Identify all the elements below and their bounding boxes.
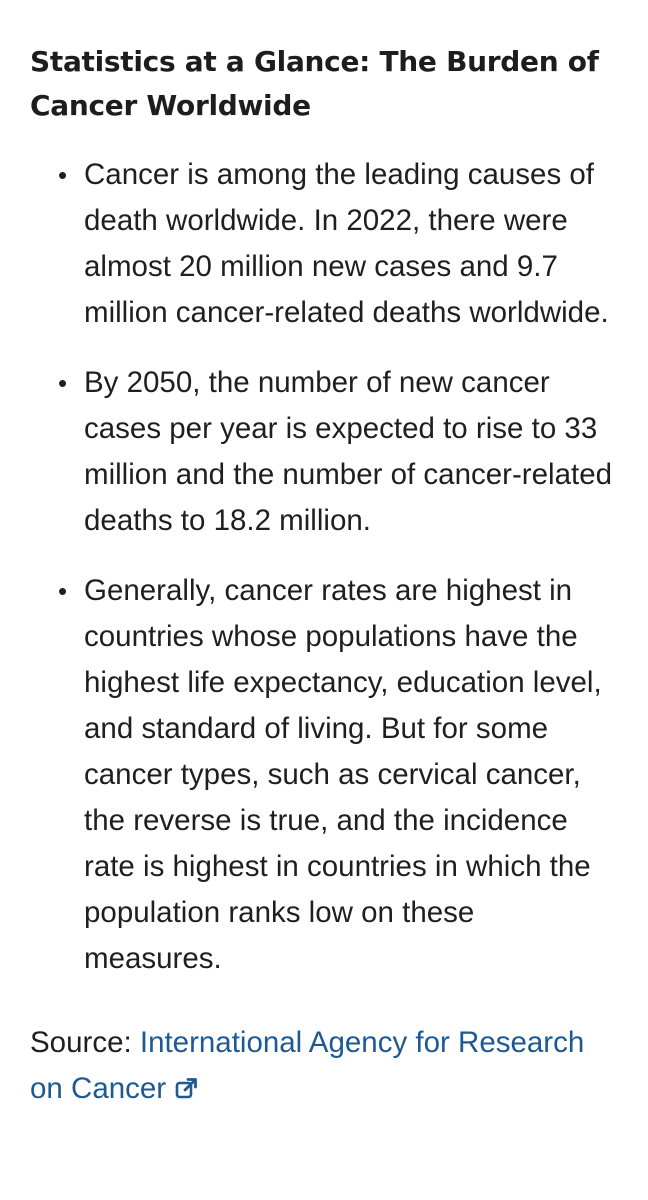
list-item-text: By 2050, the number of new cancer cases per year is expected to rise to 33 million and the number of cancer-related deaths to 18.2 million. bbox=[84, 366, 613, 537]
list-item bbox=[30, 568, 620, 982]
bullet-marker: • bbox=[58, 576, 68, 606]
bullet-marker: • bbox=[58, 368, 68, 398]
source-line bbox=[30, 1020, 620, 1115]
list-item-text: Cancer is among the leading causes of death worldwide. In 2022, there were almost 20 million new cases and 9.7 million cancer-related deaths worldwide. bbox=[84, 158, 609, 329]
statistics-list bbox=[30, 152, 620, 982]
article-heading: Statistics at a Glance: The Burden of Cancer Worldwide bbox=[30, 45, 599, 122]
source-link-text: International Agency for Research on Cancer bbox=[30, 1026, 585, 1105]
external-link-icon bbox=[174, 1069, 198, 1115]
bullet-marker: • bbox=[58, 160, 68, 190]
list-item bbox=[30, 152, 620, 336]
list-item-text: Generally, cancer rates are highest in countries whose populations have the highest life expectancy, education level, and standard of living. But for some cancer types, such as cervical cancer, the reverse is true, and the incidence rate is highest in countries in which the population ranks low on these measures. bbox=[84, 574, 602, 975]
source-label: Source: bbox=[30, 1026, 132, 1059]
list-item bbox=[30, 360, 620, 544]
